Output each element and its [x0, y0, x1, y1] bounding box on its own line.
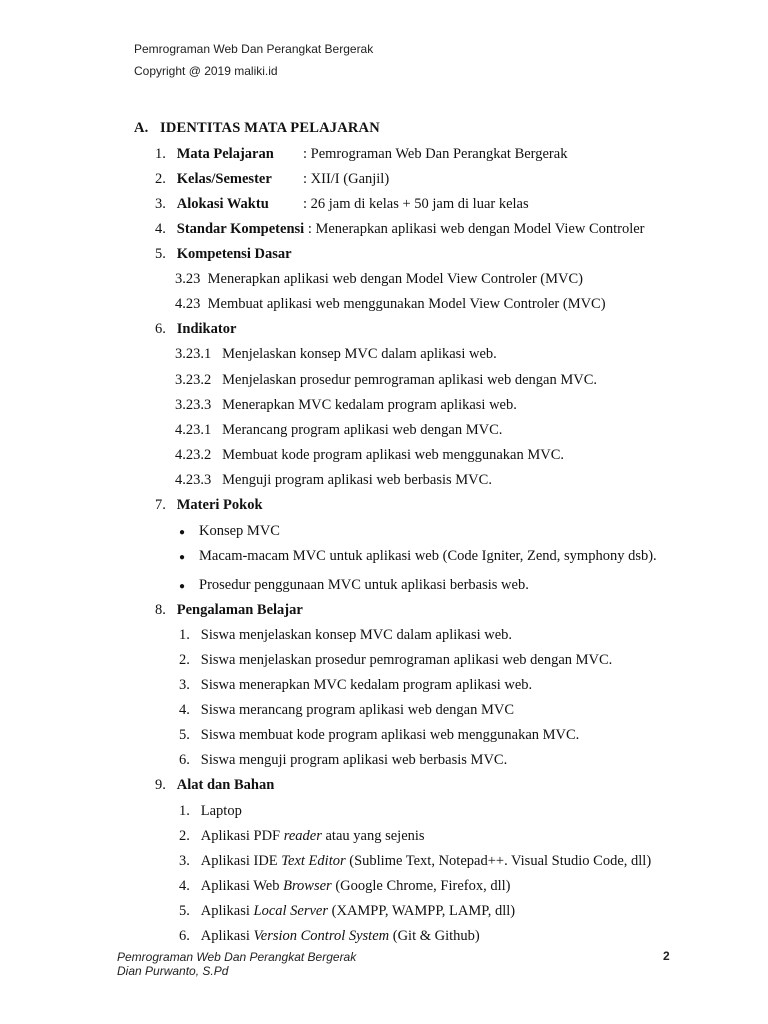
item-materi-pokok [155, 497, 263, 514]
footer-author: Dian Purwanto, S.Pd [117, 964, 229, 978]
pengalaman-item [179, 752, 507, 769]
alat-item [179, 853, 651, 870]
list-text-rest: (Sublime Text, Notepad++. Visual Studio Code, dll) [345, 853, 652, 869]
bullet-icon: ● [179, 527, 186, 538]
list-number: 1. [179, 627, 190, 643]
pengalaman-item [179, 727, 579, 744]
list-text: Siswa menjelaskan konsep MVC dalam aplikasi web. [200, 627, 513, 643]
indikator-item [175, 422, 502, 439]
indikator-text: Menerapkan MVC kedalam program aplikasi web. [222, 397, 517, 413]
list-text-rest: atau yang sejenis [321, 828, 425, 844]
bullet-icon: ● [179, 552, 186, 563]
list-number: 6. [179, 752, 190, 768]
item-alokasi-waktu [155, 196, 269, 213]
header-title: Pemrograman Web Dan Perangkat Bergerak [134, 42, 374, 56]
item-standar-kompetensi [155, 221, 645, 238]
item-number: 2. [155, 171, 166, 187]
kd-code: 3.23 [175, 271, 201, 287]
alat-item [179, 878, 511, 895]
pengalaman-item [179, 652, 612, 669]
indikator-item [175, 372, 597, 389]
indikator-text: Merancang program aplikasi web dengan MVC. [222, 422, 503, 438]
item-value: : 26 jam di kelas + 50 jam di luar kelas [303, 196, 529, 212]
list-text: Aplikasi PDF [200, 828, 284, 844]
list-text: Aplikasi IDE [200, 853, 282, 869]
indikator-item [175, 447, 564, 464]
list-text-italic: Text Editor [281, 853, 346, 869]
item-value: : XII/I (Ganjil) [303, 171, 390, 187]
alat-item [179, 903, 515, 920]
kd-code: 4.23 [175, 296, 201, 312]
item-alat-dan-bahan [155, 777, 274, 794]
item-number: 6. [155, 321, 166, 337]
item-mata-pelajaran [155, 146, 274, 163]
list-text: Siswa merancang program aplikasi web dengan MVC [200, 702, 515, 718]
list-text: Laptop [200, 803, 242, 819]
list-number: 2. [179, 828, 190, 844]
indikator-text: Menguji program aplikasi web berbasis MVC. [222, 472, 492, 488]
indikator-text: Menjelaskan prosedur pemrograman aplikasi web dengan MVC. [222, 372, 598, 388]
item-label: Kelas/Semester [176, 171, 272, 187]
list-text: Aplikasi [200, 903, 254, 919]
list-text-italic: Local Server [253, 903, 329, 919]
item-number: 3. [155, 196, 166, 212]
list-text-rest: (XAMPP, WAMPP, LAMP, dll) [328, 903, 516, 919]
indikator-item [175, 472, 492, 489]
alat-item [179, 928, 480, 945]
indikator-code: 4.23.2 [175, 447, 212, 463]
kd-text: Menerapkan aplikasi web dengan Model View Controler (MVC) [207, 271, 583, 287]
item-label: Alat dan Bahan [176, 777, 275, 793]
indikator-text: Menjelaskan konsep MVC dalam aplikasi web. [222, 346, 497, 362]
item-label: Materi Pokok [176, 497, 263, 513]
item-label: Standar Kompetensi [176, 221, 305, 237]
item-label: Pengalaman Belajar [176, 602, 303, 618]
list-number: 5. [179, 727, 190, 743]
list-text-italic: Version Control System [253, 928, 390, 944]
alat-item [179, 803, 242, 820]
alat-item [179, 828, 425, 845]
item-number: 4. [155, 221, 166, 237]
pengalaman-item [179, 677, 532, 694]
indikator-item [175, 346, 497, 363]
list-number: 3. [179, 853, 190, 869]
list-number: 4. [179, 878, 190, 894]
section-heading [134, 120, 380, 137]
list-text-rest: (Git & Github) [389, 928, 480, 944]
page-number: 2 [663, 949, 670, 963]
section-title: IDENTITAS MATA PELAJARAN [159, 120, 380, 136]
item-label: Kompetensi Dasar [176, 246, 292, 262]
list-text-italic: Browser [283, 878, 332, 894]
footer-title: Pemrograman Web Dan Perangkat Bergerak [117, 950, 357, 964]
materi-item: Konsep MVC [199, 523, 280, 539]
list-number: 5. [179, 903, 190, 919]
indikator-code: 4.23.3 [175, 472, 212, 488]
item-number: 8. [155, 602, 166, 618]
materi-item: Macam-macam MVC untuk aplikasi web (Code Igniter, Zend, symphony dsb). [199, 548, 657, 564]
list-text-rest: (Google Chrome, Firefox, dll) [331, 878, 511, 894]
bullet-icon: ● [179, 581, 186, 592]
header-copyright: Copyright @ 2019 maliki.id [134, 64, 278, 78]
item-pengalaman-belajar [155, 602, 303, 619]
list-number: 1. [179, 803, 190, 819]
list-text: Siswa menerapkan MVC kedalam program aplikasi web. [200, 677, 533, 693]
list-text-italic: reader [283, 828, 322, 844]
item-label: Mata Pelajaran [176, 146, 274, 162]
item-indikator [155, 321, 236, 338]
pengalaman-item [179, 627, 512, 644]
indikator-code: 3.23.2 [175, 372, 212, 388]
list-text: Siswa menguji program aplikasi web berbasis MVC. [200, 752, 508, 768]
item-number: 1. [155, 146, 166, 162]
item-value: : Pemrograman Web Dan Perangkat Bergerak [303, 146, 568, 162]
list-number: 4. [179, 702, 190, 718]
kd-text: Membuat aplikasi web menggunakan Model View Controler (MVC) [207, 296, 606, 312]
kd-item [175, 296, 606, 313]
indikator-item [175, 397, 517, 414]
list-text: Siswa menjelaskan prosedur pemrograman aplikasi web dengan MVC. [200, 652, 613, 668]
section-letter: A. [134, 120, 149, 136]
pengalaman-item [179, 702, 514, 719]
item-kompetensi-dasar [155, 246, 292, 263]
indikator-text: Membuat kode program aplikasi web menggunakan MVC. [222, 447, 565, 463]
indikator-code: 3.23.3 [175, 397, 212, 413]
item-value: : Menerapkan aplikasi web dengan Model View Controler [307, 221, 645, 237]
materi-item: Prosedur penggunaan MVC untuk aplikasi berbasis web. [199, 577, 529, 593]
list-number: 2. [179, 652, 190, 668]
kd-item [175, 271, 583, 288]
list-number: 3. [179, 677, 190, 693]
list-text: Aplikasi Web [200, 878, 284, 894]
indikator-code: 4.23.1 [175, 422, 212, 438]
indikator-code: 3.23.1 [175, 346, 212, 362]
list-text: Aplikasi [200, 928, 254, 944]
list-text: Siswa membuat kode program aplikasi web menggunakan MVC. [200, 727, 580, 743]
item-label: Alokasi Waktu [176, 196, 269, 212]
item-number: 9. [155, 777, 166, 793]
list-number: 6. [179, 928, 190, 944]
item-number: 7. [155, 497, 166, 513]
item-kelas-semester [155, 171, 272, 188]
item-number: 5. [155, 246, 166, 262]
item-label: Indikator [176, 321, 237, 337]
